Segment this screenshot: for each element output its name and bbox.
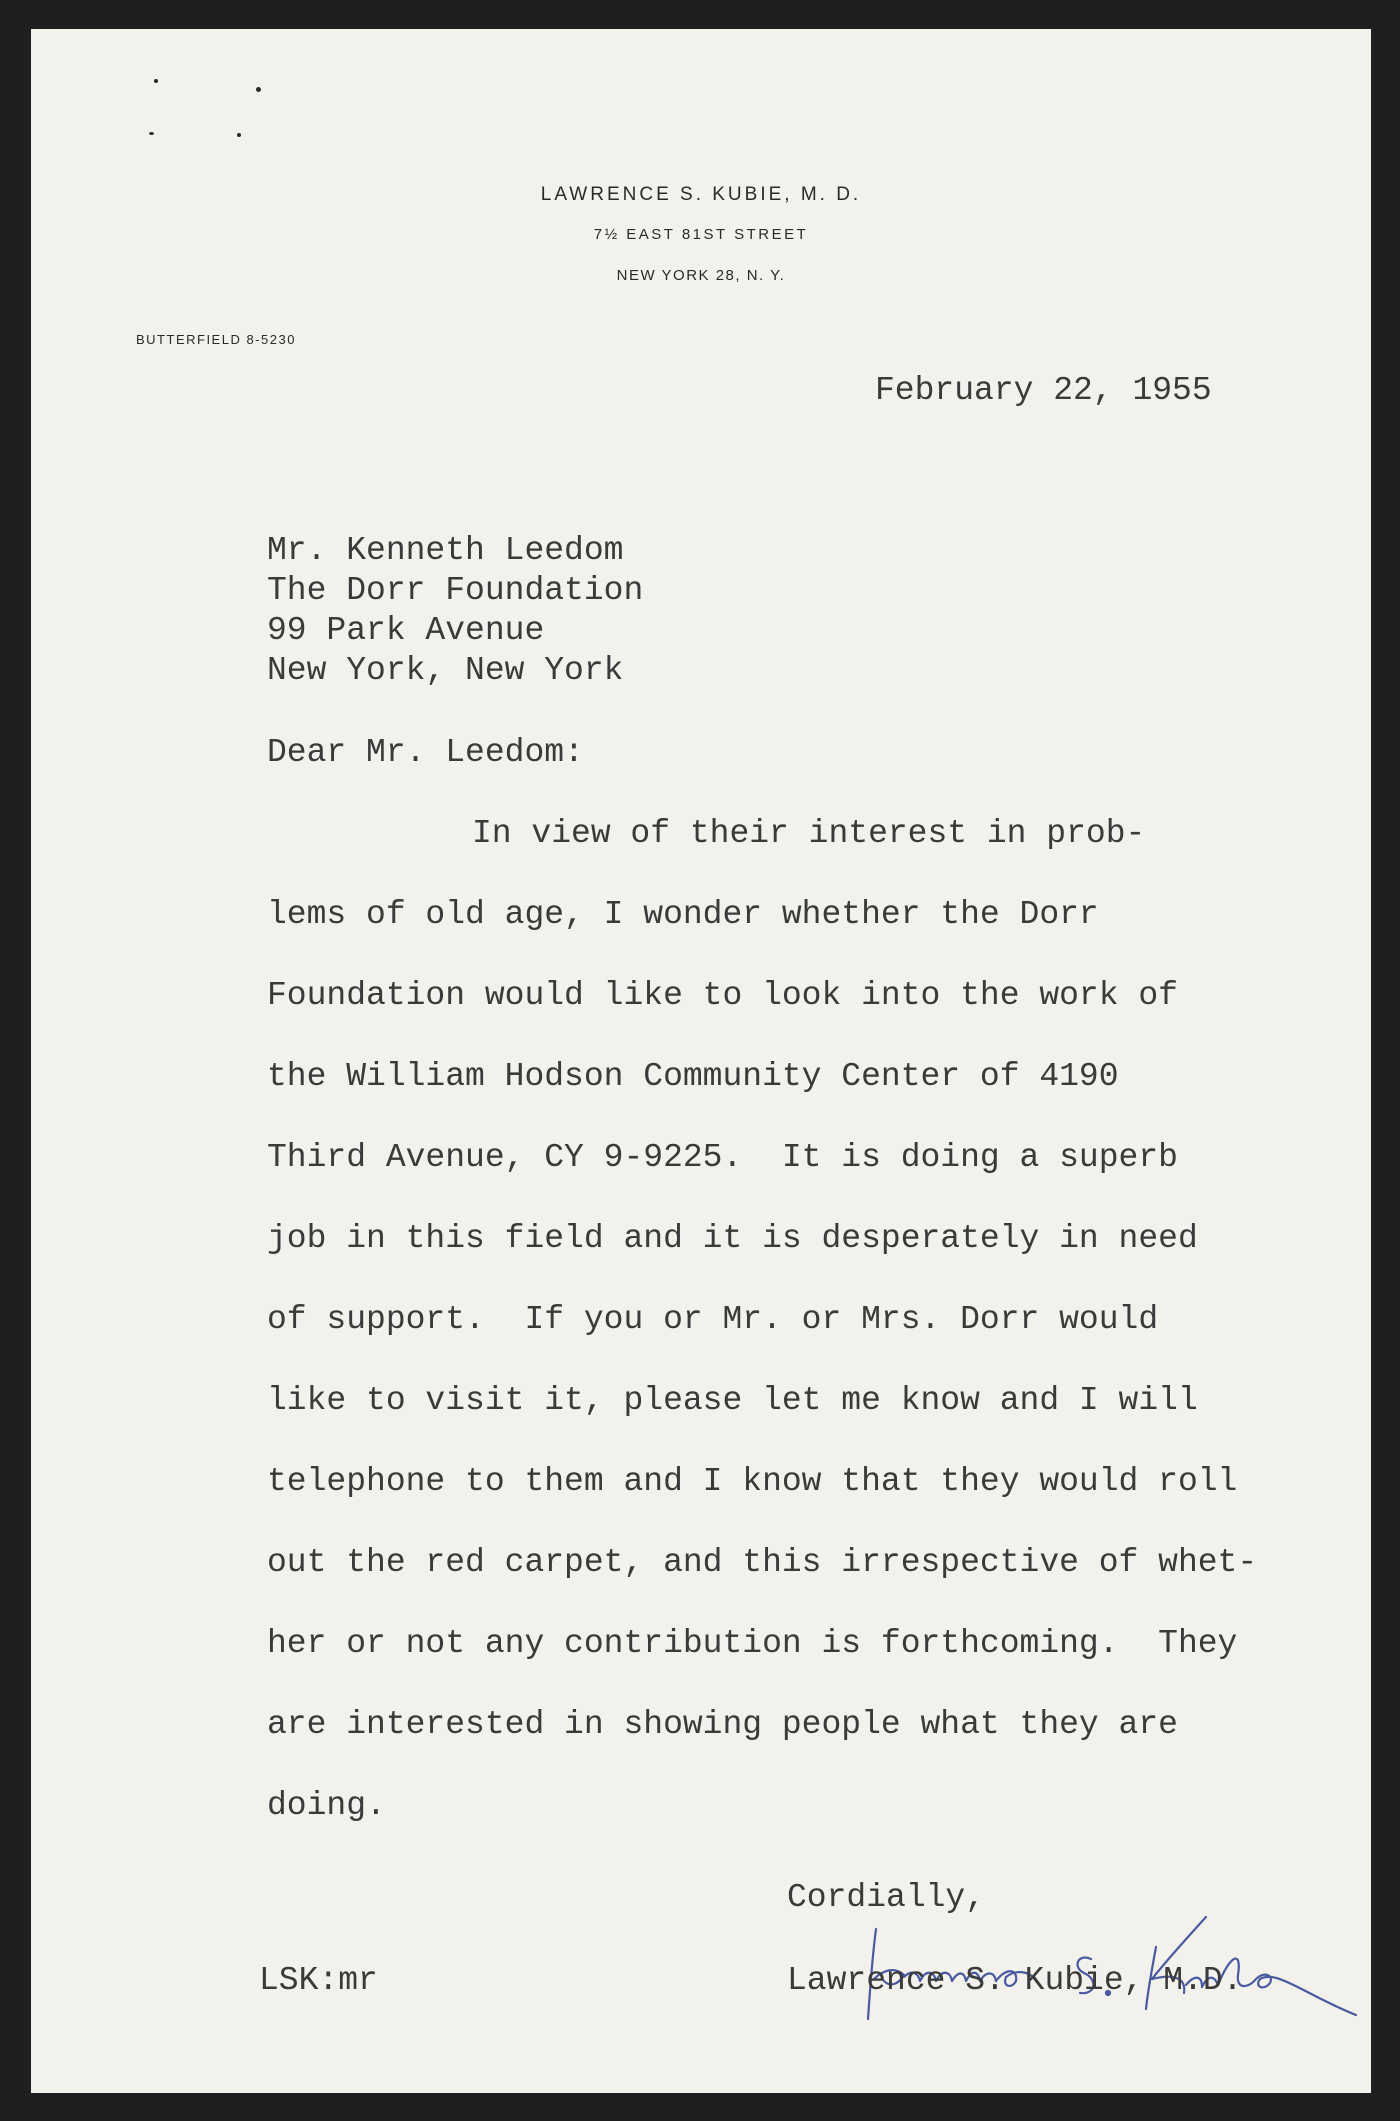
- paper-speck: [237, 133, 241, 137]
- body-line: telephone to them and I know that they would roll: [267, 1463, 1238, 1500]
- paper-speck: [154, 79, 158, 83]
- paper-speck: [256, 87, 261, 92]
- body-line: like to visit it, please let me know and I will: [267, 1382, 1198, 1419]
- letter-date: February 22, 1955: [875, 372, 1212, 409]
- body-line: Foundation would like to look into the work of: [267, 977, 1178, 1014]
- letter-page: [31, 29, 1371, 2093]
- body-line: are interested in showing people what they are: [267, 1706, 1178, 1743]
- body-line: lems of old age, I wonder whether the Dorr: [267, 896, 1099, 933]
- recipient-line: The Dorr Foundation: [267, 572, 644, 609]
- letterhead-phone: BUTTERFIELD 8-5230: [136, 332, 296, 347]
- letterhead-street: 7½ EAST 81ST STREET: [593, 226, 809, 243]
- recipient-line: New York, New York: [267, 652, 624, 689]
- signer-name: Lawrence S. Kubie, M.D.: [787, 1962, 1243, 1999]
- recipient-line: 99 Park Avenue: [267, 612, 545, 649]
- salutation: Dear Mr. Leedom:: [267, 734, 584, 771]
- paper-speck: [149, 132, 154, 135]
- closing: Cordially,: [787, 1879, 986, 1916]
- body-line: In view of their interest in prob-: [472, 815, 1146, 852]
- body-line: the William Hodson Community Center of 4190: [267, 1058, 1119, 1095]
- letterhead-city: NEW YORK 28, N. Y.: [616, 267, 786, 284]
- letterhead-name: LAWRENCE S. KUBIE, M. D.: [540, 184, 862, 205]
- body-line: her or not any contribution is forthcoming. They: [267, 1625, 1238, 1662]
- body-line: out the red carpet, and this irrespective of whet-: [267, 1544, 1258, 1581]
- body-line: of support. If you or Mr. or Mrs. Dorr would: [267, 1301, 1159, 1338]
- body-line: doing.: [267, 1787, 386, 1824]
- typist-initials: LSK:mr: [259, 1962, 378, 1999]
- body-line: job in this field and it is desperately in need: [267, 1220, 1198, 1257]
- recipient-line: Mr. Kenneth Leedom: [267, 532, 624, 569]
- body-line: Third Avenue, CY 9-9225. It is doing a superb: [267, 1139, 1178, 1176]
